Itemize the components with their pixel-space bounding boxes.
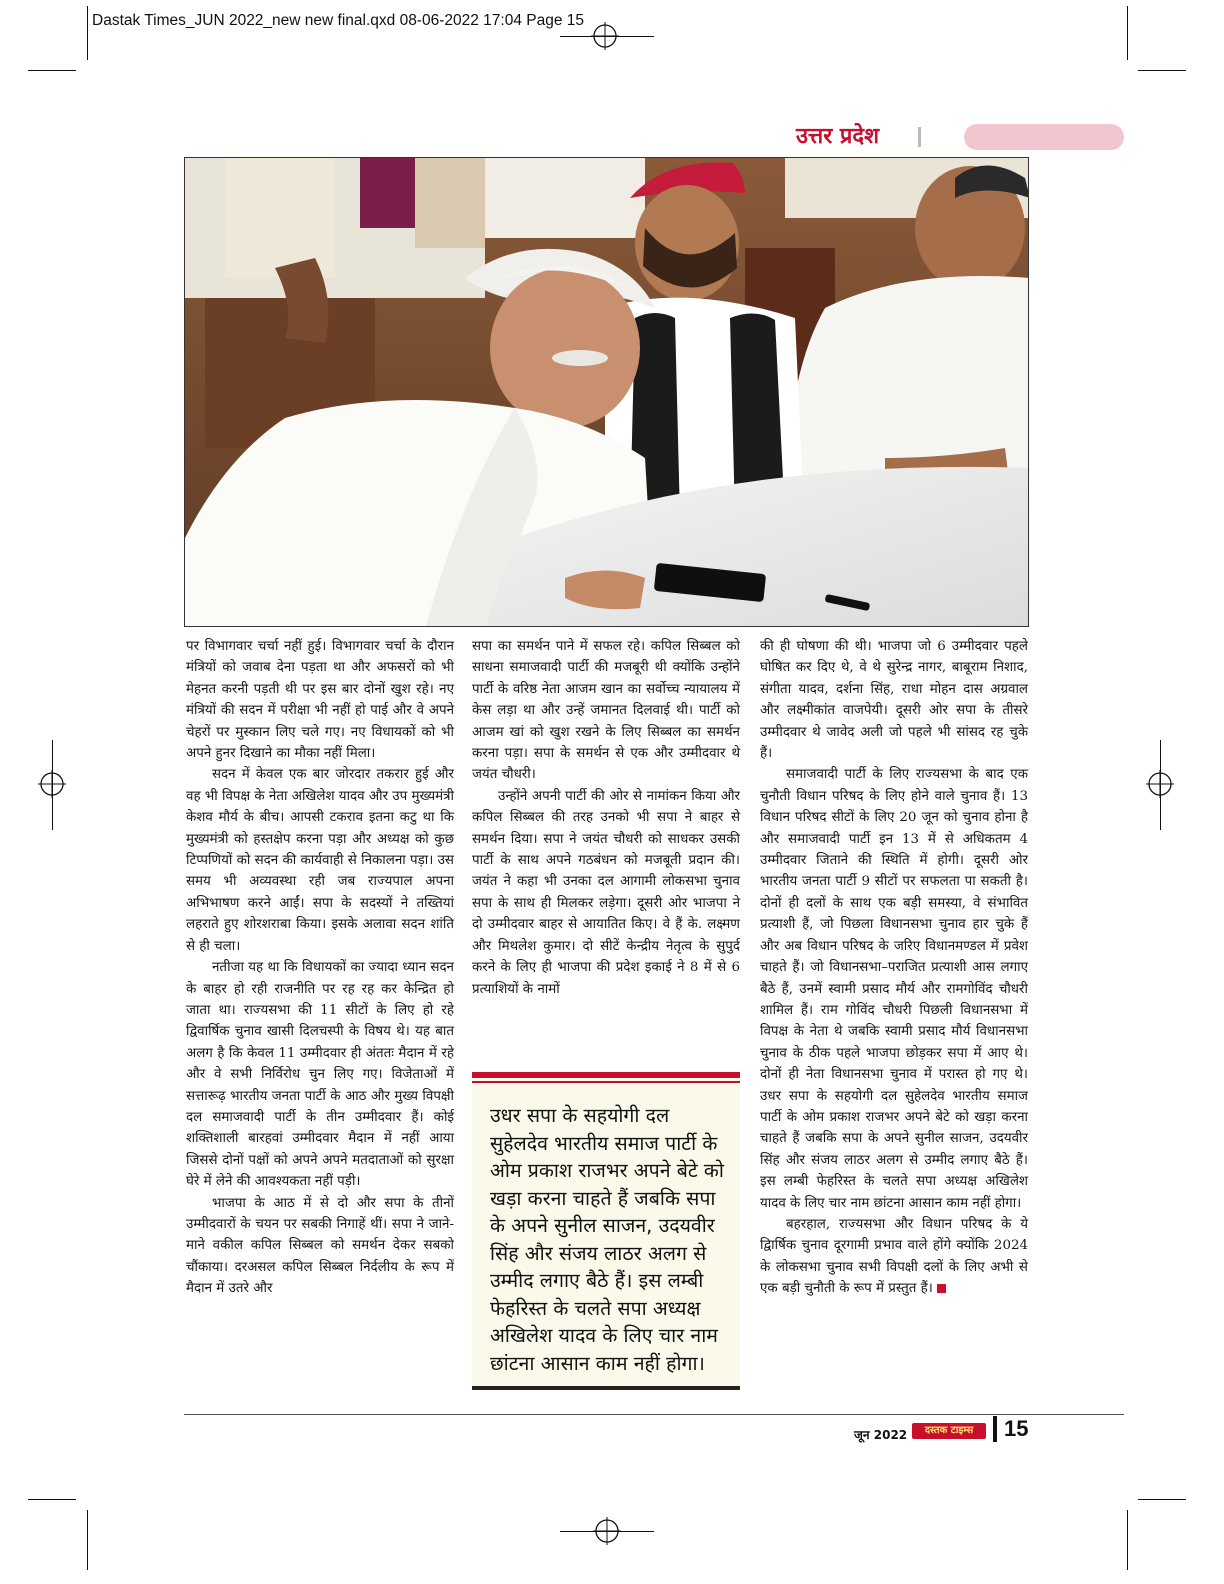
crop-mark-top-left-v	[87, 6, 88, 60]
crop-mark-bottom-left-v	[87, 1510, 88, 1570]
pull-quote-rule	[472, 1081, 740, 1083]
print-slug: Dastak Times_JUN 2022_new new final.qxd 08-06-2022 17:04 Page 15	[92, 12, 585, 29]
paragraph: सदन में केवल एक बार जोरदार तकरार हुई और वह भी विपक्ष के नेता अखिलेश यादव और उप मुख्यमंत्री केशव मौर्य के बीच। आपसी टकराव इतना कटु था कि मुख्यमंत्री को हस्तक्षेप करना पड़ा और अध्यक्ष को कुछ टिप्पणियों को सदन की कार्यवाही से निकालना पड़ा। उस समय भी अव्यवस्था रही जब राज्यपाल अपना अभिभाषण करने आईं। सपा के सदस्यों ने तख्तियां लहराते हुए शोरशराबा किया। इसके अलावा सदन शांति से ही चला।	[186, 767, 454, 954]
section-divider	[918, 127, 921, 147]
crop-mark-bottom-left-h	[28, 1499, 76, 1500]
paragraph-text: बहरहाल, राज्यसभा और विधान परिषद के ये द्विार्षिक चुनाव दूरगामी प्रभाव वाले होंगे क्योंकि 2024 के लोकसभा चुनाव सभी विपक्षी दलों के लिए अभी से एक बड़ी चुनौती के रूप में प्रस्तुत हैं।	[760, 1216, 1028, 1297]
photo-of-leaders-signing-nomination-papers-icon	[185, 158, 1029, 627]
registration-mark-right-icon	[1146, 770, 1174, 798]
footer-separator	[993, 1416, 997, 1442]
article-column-1	[186, 636, 454, 1300]
crop-mark-top-right-v	[1127, 6, 1128, 60]
paragraph: पर विभागवार चर्चा नहीं हुई। विभागवार चर्चा के दौरान मंत्रियों को जवाब देना पड़ता था और अफसरों को भी मेहनत करनी पड़ती थी पर इस बार दोनों खुश रहे। नए मंत्रियों की सदन में परीक्षा भी नहीं हो पाई और वे अपने चेहरों पर मुस्कान लिए चले गए। नए विधायकों को भी अपने हुनर दिखाने का मौका नहीं मिला।	[186, 639, 454, 762]
registration-mark-bottom-icon	[593, 1517, 621, 1545]
crop-mark-top-right-h	[1138, 70, 1186, 71]
article-column-2	[472, 636, 740, 1000]
paragraph: भाजपा के आठ में से दो और सपा के तीनों उम्मीदवारों के चयन पर सबकी निगाहें थीं। सपा ने जाने-माने वकील कपिल सिब्बल को समर्थन देकर सबको चौंकाया। दरअसल कपिल सिब्बल निर्दलीय के रूप में मैदान में उतरे और	[186, 1195, 454, 1297]
pull-quote-rule	[472, 1072, 740, 1078]
paragraph: समाजवादी पार्टी के लिए राज्यसभा के बाद एक चुनौती विधान परिषद के लिए होने वाले चुनाव हैं। 13 विधान परिषद सीटों के लिए 20 जून को चुनाव होना है और समाजवादी पार्टी इन 13 में से अधिकतम 4 उम्मीदवार जिताने की स्थिति में होगी। दूसरी ओर भारतीय जनता पार्टी 9 सीटों पर सफलता पा सकती है। दोनों ही दलों के साथ एक बड़ी समस्या, वे संभावित प्रत्याशी हैं, जो पिछला विधानसभा चुनाव हार चुके हैं और अब विधान परिषद के जरिए विधानमण्डल में प्रवेश चाहते हैं। जो विधानसभा–पराजित प्रत्याशी आस लगाए बैठे हैं, उनमें स्वामी प्रसाद मौर्य और रामगोविंद चौधरी शामिल हैं। राम गोविंद चौधरी पिछली विधानसभा में विपक्ष के नेता थे जबकि स्वामी प्रसाद मौर्य विधानसभा चुनाव के ठीक पहले भाजपा छोड़कर सपा में आए थे। दोनों ही नेता विधानसभा चुनाव में परास्त हो गए थे। उधर सपा के सहयोगी दल सुहेलदेव भारतीय समाज पार्टी के ओम प्रकाश राजभर अपने बेटे को खड़ा करना चाहते हैं जबकि सपा के अपने सुनील साजन, उदयवीर सिंह और संजय लाठर अलग से उम्मीद लगाए बैठे हैं। इस लम्बी फेहरिस्त के चलते सपा अध्यक्ष अखिलेश यादव के लिए चार नाम छांटना आसान काम नहीं होगा।	[760, 767, 1028, 1211]
pull-quote-rule	[472, 1386, 740, 1390]
paragraph: उन्होंने अपनी पार्टी की ओर से नामांकन किया और कपिल सिब्बल की तरह उनको भी सपा ने बाहर से समर्थन दिया। सपा ने जयंत चौधरी को साधकर उसकी पार्टी के साथ अपने गठबंधन को मजबूती प्रदान की। जयंत ने कहा भी उनका दल आगामी लोकसभा चुनाव सपा के साथ ही मिलकर लड़ेगा। दूसरी ओर भाजपा ने दो उम्मीदवार बाहर से आयातित किए। वे हैं के. लक्ष्मण और मिथलेश कुमार। दो सीटें केन्द्रीय नेतृत्व के सुपुर्द करने के लिए ही भाजपा की प्रदेश इकाई ने 8 में से 6 प्रत्याशियों के नामों	[472, 788, 740, 997]
registration-mark-left-icon	[38, 770, 66, 798]
registration-mark-top-icon	[591, 22, 619, 50]
lead-photo	[184, 157, 1029, 627]
paragraph: की ही घोषणा की थी। भाजपा जो 6 उम्मीदवार पहले घोषित कर दिए थे, वे थे सुरेन्द्र नागर, बाबूराम निशाद, संगीता यादव, दर्शना सिंह, राधा मोहन दास अग्रवाल और लक्ष्मीकांत वाजपेयी। दूसरी ओर सपा के तीसरे उम्मीदवार थे जावेद अली जो पहले भी सांसद रह चुके हैं।	[760, 639, 1028, 762]
footer-brand-logo: दस्तक टाइम्स	[912, 1423, 986, 1439]
paragraph	[760, 1214, 1028, 1300]
end-of-article-icon	[937, 1284, 946, 1293]
paragraph: सपा का समर्थन पाने में सफल रहे। कपिल सिब्बल को साधना समाजवादी पार्टी की मजबूरी थी क्योंकि उन्होंने पार्टी के वरिष्ठ नेता आजम खान का सर्वोच्च न्यायालय में केस लड़ा था और उन्हें जमानत दिलवाई थी। पार्टी को आजम खां को खुश रखने के लिए सिब्बल का समर्थन करना पड़ा। सपा के समर्थन से एक और उम्मीदवार थे जयंत चौधरी।	[472, 639, 740, 783]
section-label: उत्तर प्रदेश	[796, 124, 880, 149]
crop-mark-bottom-right-h	[1138, 1499, 1186, 1500]
footer-issue-date: जून 2022	[854, 1428, 908, 1442]
crop-mark-top-left-h	[28, 70, 76, 71]
crop-mark-bottom-right-v	[1127, 1510, 1128, 1570]
pull-quote-box	[472, 1072, 740, 1390]
footer-rule	[184, 1414, 1124, 1415]
pull-quote-text: उधर सपा के सहयोगी दल सुहेलदेव भारतीय समाज पार्टी के ओम प्रकाश राजभर अपने बेटे को खड़ा करना चाहते हैं जबकि सपा के अपने सुनील साजन, उदयवीर सिंह और संजय लाठर अलग से उम्मीद लगाए बैठे हैं। इस लम्बी फेहरिस्त के चलते सपा अध्यक्ष अखिलेश यादव के लिए चार नाम छांटना आसान काम नहीं होगा।	[490, 1104, 724, 1375]
paragraph: नतीजा यह था कि विधायकों का ज्यादा ध्यान सदन के बाहर हो रही राजनीति पर रह रह कर केन्द्रित हो जाता था। राज्यसभा की 11 सीटों के लिए हो रहे द्विवार्षिक चुनाव खासी दिलचस्पी के विषय थे। यह बात अलग है कि केवल 11 उम्मीदवार ही अंततः मैदान में रहे और वे सभी निर्विरोध चुन लिए गए। विजेताओं में सत्तारूढ़ भारतीय जनता पार्टी के आठ और मुख्य विपक्षी दल समाजवादी पार्टी के तीन उम्मीदवार हैं। कोई शक्तिशाली बारहवां उम्मीदवार मैदान में नहीं आया जिससे दोनों पक्षों को अपने अपने मतदाताओं को सुरक्षा घेरे में लेने की आवश्यकता नहीं पड़ी।	[186, 960, 454, 1190]
section-pill-decoration	[964, 124, 1124, 150]
article-column-3	[760, 636, 1028, 1300]
page-number: 15	[1004, 1416, 1029, 1441]
